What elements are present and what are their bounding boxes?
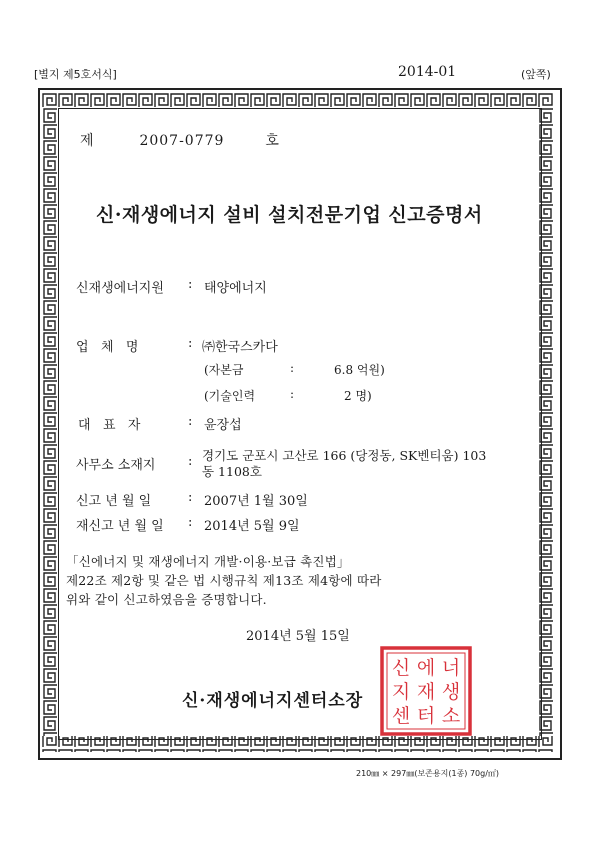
- colon: :: [188, 277, 193, 292]
- report-date-value: 2007년 1월 30일: [204, 494, 308, 509]
- svg-text:재: 재: [416, 681, 436, 703]
- rereport-date-label: 재신고 년 월 일: [76, 519, 164, 534]
- capital-label: (자본금: [204, 363, 244, 377]
- representative-value: 윤장섭: [204, 418, 242, 433]
- colon: :: [188, 490, 193, 505]
- certificate-number: [80, 130, 280, 150]
- svg-text:소: 소: [441, 705, 461, 727]
- number-prefix: 제: [80, 133, 95, 149]
- law-line-3: 위와 같이 신고하였음을 증명합니다.: [66, 592, 267, 607]
- report-date-label: 신고 년 월 일: [76, 494, 152, 509]
- colon: :: [290, 387, 295, 401]
- colon: :: [290, 361, 295, 375]
- colon: :: [188, 454, 193, 469]
- svg-text:센: 센: [391, 705, 411, 727]
- official-seal-icon: [380, 646, 472, 736]
- law-line-2: 제22조 제2항 및 같은 법 시행규칙 제13조 제4항에 따라: [66, 573, 382, 588]
- company-value: ㈜한국스카다: [202, 340, 278, 355]
- address-line-2: 동 1108호: [202, 464, 262, 479]
- svg-text:생: 생: [441, 681, 461, 703]
- form-tag: [별지 제5호서식]: [34, 68, 117, 81]
- number-suffix: 호: [265, 133, 280, 149]
- energy-source-value: 태양에너지: [204, 281, 267, 296]
- address-label: 사무소 소재지: [76, 458, 156, 473]
- address-line-1: 경기도 군포시 고산로 166 (당정동, SK벤티움) 103: [202, 448, 487, 463]
- svg-text:지: 지: [391, 681, 411, 703]
- svg-text:너: 너: [441, 657, 461, 679]
- law-line-1: 「신에너지 및 재생에너지 개발·이용·보급 촉진법」: [66, 554, 350, 569]
- rereport-date-value: 2014년 5월 9일: [204, 519, 300, 534]
- energy-source-label: 신재생에너지원: [76, 281, 164, 296]
- issue-date: 2014년 5월 15일: [246, 629, 350, 644]
- capital-value: 6.8 억원): [334, 363, 385, 377]
- page-side: (앞쪽): [521, 68, 551, 81]
- company-label: 업 체 명: [76, 340, 139, 355]
- svg-text:신: 신: [391, 657, 411, 679]
- svg-text:터: 터: [416, 705, 436, 727]
- representative-label: 대 표 자: [78, 418, 141, 433]
- technicians-value: 2 명): [344, 389, 372, 403]
- number-value: 2007-0779: [139, 133, 225, 149]
- technicians-label: (기술인력: [204, 389, 256, 403]
- paper-spec: 210㎜ × 297㎜(보존용지(1종) 70g/㎡): [356, 769, 500, 778]
- form-version: 2014-01: [398, 64, 457, 80]
- document-title: 신·재생에너지 설비 설치전문기업 신고증명서: [96, 204, 483, 226]
- svg-text:에: 에: [416, 657, 436, 679]
- issuer-name: 신·재생에너지센터소장: [182, 691, 364, 711]
- colon: :: [188, 336, 193, 351]
- colon: :: [188, 414, 193, 429]
- colon: :: [188, 515, 193, 530]
